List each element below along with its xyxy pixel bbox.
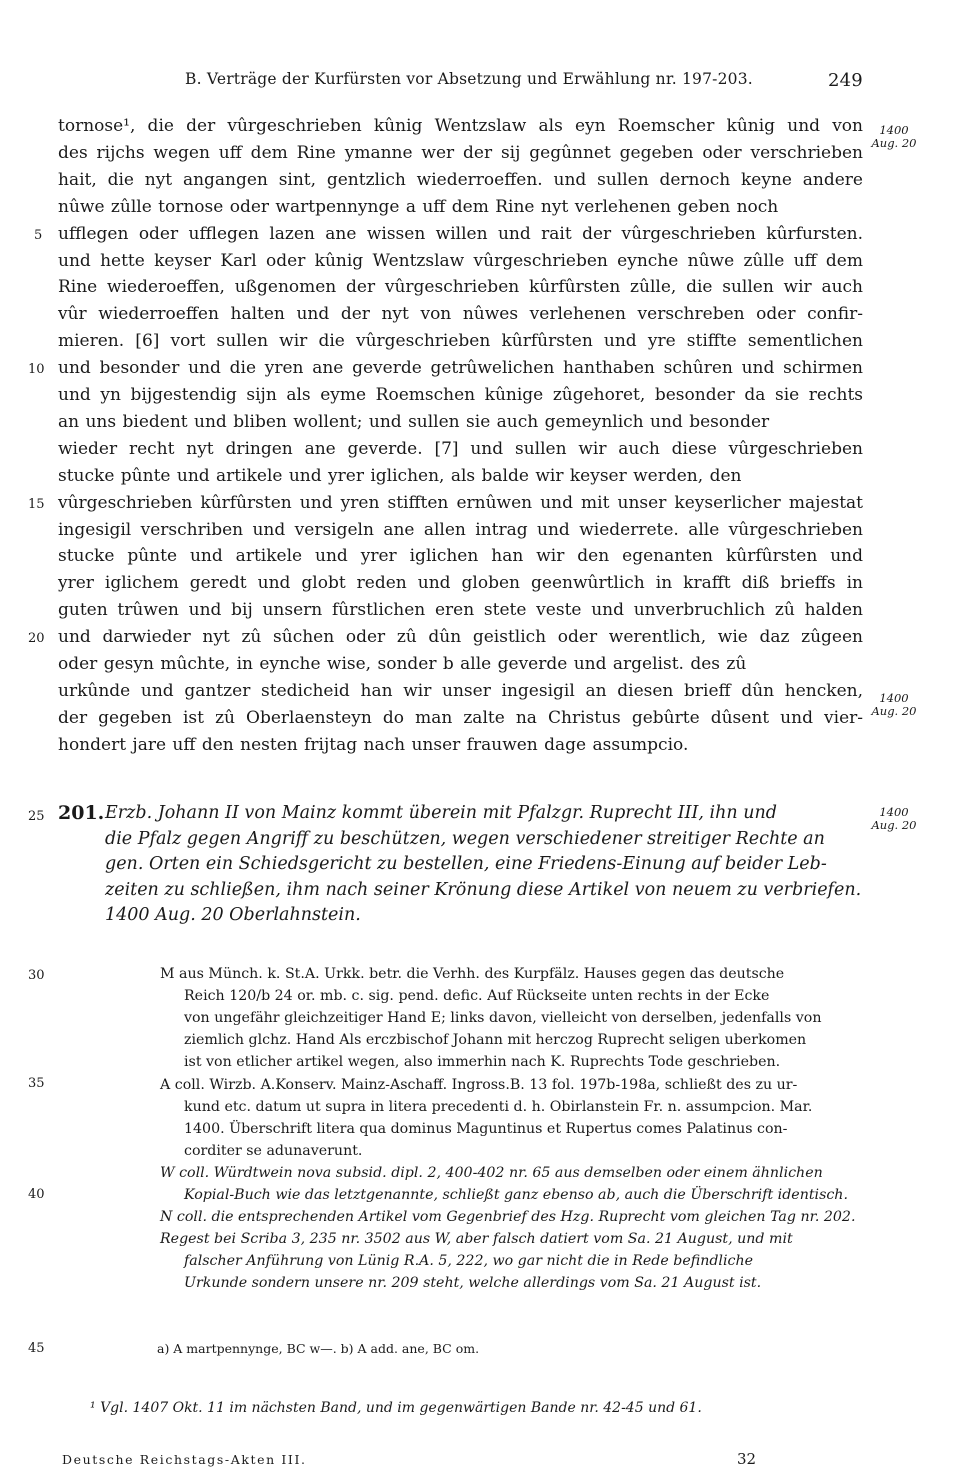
margin-date-day: Aug. 20 — [871, 136, 917, 150]
text-line: und besonder und die yren ane geverde getrûwelichen hanthaben schûren und schirmen — [58, 358, 863, 379]
text-line: an uns biedent und bliben wollent; und sullen sie auch gemeynlich und besonder — [58, 411, 770, 432]
text-line: tornose¹, die der vûrgeschrieben kûnig Wentzslaw als eyn Roemscher kûnig und von — [58, 116, 863, 136]
text-line: vûr wiederroeffen halten und der nyt von nûwes verlehenen verschreben oder confir- — [58, 304, 863, 325]
text-line: stucke pûnte und artikele und yrer iglichen han wir den egenanten kûrfûrsten und — [58, 546, 863, 567]
text-line: vûrgeschrieben kûrfûrsten und yren stifften ernûwen und mit unser keyserlicher majestat — [58, 492, 863, 513]
source-line: corditer se adunaverunt. — [184, 1142, 363, 1159]
variant-footnotes: a) A martpennynge, BC w—. b) A add. ane, BC om. — [157, 1341, 480, 1356]
text-line: guten trûwen und bij unsern fûrstlichen eren stete veste und unverbruchlich zû halden — [58, 600, 863, 621]
text-line: hait, die nyt angangen sint, gentzlich wiederroeffen. und sullen dernoch keyne andere — [58, 169, 863, 190]
line-number: 40 — [28, 1187, 45, 1202]
source-line: Kopial-Buch wie das letztgenannte, schließt ganz ebenso ab, auch die Überschrift identisch. — [184, 1187, 848, 1203]
text-line: oder gesyn mûchte, in eynche wise, sonder b alle geverde und argelist. des zû — [58, 654, 747, 674]
margin-date-year: 1400 — [879, 691, 909, 705]
text-line: ingesigil verschriben und versigeln ane allen intrag und wiederrete. alle vûrgeschrieben — [58, 519, 863, 540]
text-line: wieder recht nyt dringen ane geverde. [7] und sullen wir auch diese vûrgeschrieben — [58, 438, 863, 459]
heading-line: 1400 Aug. 20 Oberlahnstein. — [105, 905, 361, 925]
text-line: ufflegen oder ufflegen lazen ane wissen willen und rait der vûrgeschrieben kûrfursten. — [58, 223, 863, 244]
heading-line: gen. Orten ein Schiedsgericht zu bestellen, eine Friedens-Einung auf beider Leb- — [105, 854, 827, 874]
source-line: falscher Anführung von Lünig R.A. 5, 222, wo gar nicht die in Rede befindliche — [184, 1253, 753, 1270]
text-line: und darwieder nyt zû sûchen oder zû dûn geistlich oder werentlich, wie daz zûgeen — [58, 627, 863, 648]
text-line: hondert jare uff den nesten frijtag nach unser frauwen dage assumpcio. — [58, 734, 689, 755]
line-number: 45 — [28, 1341, 45, 1356]
line-number: 30 — [28, 968, 45, 983]
source-line: W coll. Würdtwein nova subsid. dipl. 2, 400-402 nr. 65 aus demselben oder einem ähnlichen — [160, 1164, 823, 1181]
running-title: B. Verträge der Kurfürsten vor Absetzung und Erwählung nr. 197-203. — [185, 70, 753, 88]
text-line: und hette keyser Karl oder kûnig Wentzslaw vûrgeschrieben eynche nûwe zûlle uff dem — [58, 250, 863, 271]
line-number: 35 — [28, 1076, 45, 1091]
text-line: der gegeben ist zû Oberlaensteyn do man zalte na Christus gebûrte dûsent und vier- — [58, 707, 863, 728]
text-line: stucke pûnte und artikele und yrer iglichen, als balde wir keyser werden, den — [58, 465, 742, 486]
document-number: 201. — [58, 802, 105, 824]
source-line: N coll. die entsprechenden Artikel vom Gegenbrief des Hzg. Ruprecht vom gleichen Tag nr. 202. — [160, 1209, 856, 1226]
margin-date-day: Aug. 20 — [871, 818, 917, 832]
source-line: ist von etlicher artikel wegen, also immerhin nach K. Ruprechts Tode geschrieben. — [184, 1054, 781, 1071]
source-line: Reich 120/b 24 or. mb. c. sig. pend. defic. Auf Rückseite unten rechts in der Ecke — [184, 988, 770, 1005]
source-line: kund etc. datum ut supra in litera precedenti d. h. Obirlanstein Fr. n. assumpcion. Mar. — [184, 1098, 813, 1115]
text-line: mieren. [6] vort sullen wir die vûrgeschrieben kûrfûrsten und yre stiffte sementlichen — [58, 331, 863, 352]
margin-date-day: Aug. 20 — [871, 704, 917, 718]
source-line: Regest bei Scriba 3, 235 nr. 3502 aus W, aber falsch datiert vom Sa. 21 August, und mit — [160, 1231, 793, 1248]
series-title: Deutsche Reichstags-Akten III. — [62, 1452, 307, 1467]
page-number: 249 — [828, 70, 863, 91]
line-number: 5 — [34, 227, 43, 243]
heading-line: die Pfalz gegen Angriff zu beschützen, wegen verschiedener streitiger Rechte an — [105, 828, 825, 849]
text-line: yrer iglichem geredt und globt reden und globen geenwûrtlich in krafft diß brieffs in — [58, 573, 863, 594]
line-number: 15 — [28, 496, 45, 512]
source-line: M aus Münch. k. St.A. Urkk. betr. die Verhh. des Kurpfälz. Hauses gegen das deutsche — [160, 966, 785, 982]
margin-date-bottom — [868, 692, 920, 718]
text-line: nûwe zûlle tornose oder wartpennynge a uff dem Rine nyt verlehenen geben noch — [58, 196, 779, 217]
text-line: und yn bijgestendig sijn als eyme Roemschen kûnige zûgehoret, besonder da sie rechts — [58, 385, 863, 405]
text-line: des rijchs wegen uff dem Rine ymanne wer der sij gegûnnet gegeben oder verschrieben — [58, 142, 863, 163]
margin-date-year: 1400 — [879, 805, 909, 819]
text-line: Rine wiederoeffen, ußgenomen der vûrgeschrieben kûrfûrsten zûlle, die sullen wir auch — [58, 277, 863, 298]
source-line: Urkunde sondern unsere nr. 209 steht, welche allerdings vom Sa. 21 August ist. — [184, 1275, 762, 1292]
heading-line: Erzb. Johann II von Mainz kommt überein mit Pfalzgr. Ruprecht III, ihn und — [105, 803, 778, 823]
line-number: 10 — [28, 362, 45, 378]
margin-date-year: 1400 — [879, 123, 909, 137]
heading-line: zeiten zu schließen, ihm nach seiner Krönung diese Artikel von neuem zu verbriefen. — [105, 879, 862, 900]
sheet-signature: 32 — [737, 1450, 757, 1468]
footnote-1: ¹ Vgl. 1407 Okt. 11 im nächsten Band, und im gegenwärtigen Bande nr. 42-45 und 61. — [90, 1400, 702, 1416]
line-number: 25 — [28, 809, 45, 824]
source-line: ziemlich glchz. Hand Als erczbischof Johann mit herczog Ruprecht seligen uberkomen — [184, 1032, 807, 1049]
line-number: 20 — [28, 631, 45, 647]
margin-date-201 — [868, 806, 920, 832]
text-line: urkûnde und gantzer stedicheid han wir unser ingesigil an diesen brieff dûn hencken, — [58, 680, 863, 701]
source-line: von ungefähr gleichzeitiger Hand E; links davon, vielleicht von derselben, jedenfalls von — [184, 1010, 822, 1027]
source-line: 1400. Überschrift litera qua dominus Maguntinus et Rupertus comes Palatinus con- — [184, 1120, 788, 1137]
source-line: A coll. Wirzb. A.Konserv. Mainz-Aschaff. Ingross.B. 13 fol. 197b-198a, schließt des zu ur- — [160, 1076, 798, 1093]
margin-date-top — [868, 124, 920, 150]
